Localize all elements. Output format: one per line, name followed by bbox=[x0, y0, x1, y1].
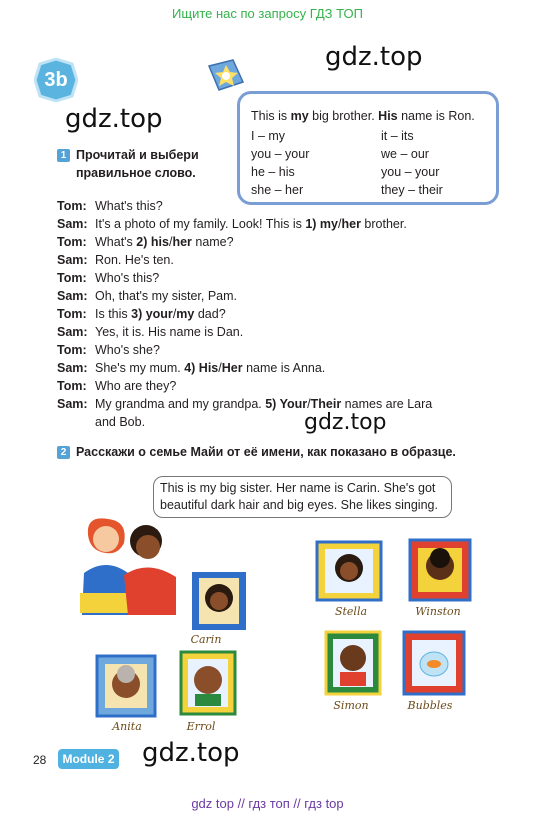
star-sticker-icon bbox=[203, 56, 249, 96]
watermark: gdz.top bbox=[325, 42, 423, 72]
speaker-label: Sam: bbox=[57, 289, 88, 303]
dialogue-line bbox=[57, 395, 432, 413]
dialogue-text: Who's she? bbox=[95, 343, 160, 357]
answer-option: Their bbox=[310, 397, 342, 411]
speaker-label: Tom: bbox=[57, 307, 87, 321]
dialogue-text: My grandma and my grandpa. bbox=[95, 397, 266, 411]
dialogue-text: She's my mum. bbox=[95, 361, 185, 375]
speaker-label: Tom: bbox=[57, 271, 87, 285]
dialogue-text: What's this? bbox=[95, 199, 163, 213]
task-number: 2 bbox=[57, 446, 70, 459]
speaker-label: Sam: bbox=[57, 361, 88, 375]
simon-caption: Simon bbox=[333, 699, 369, 712]
speaker-label: Tom: bbox=[57, 343, 87, 357]
module-badge: Module 2 bbox=[58, 749, 119, 769]
answer-option: her bbox=[341, 217, 361, 231]
grammar-right-column: it – its we – our you – your they – their bbox=[381, 129, 443, 197]
dialogue-text: names are Lara bbox=[341, 397, 433, 411]
dialogue-text: / bbox=[307, 397, 311, 411]
page-number: 28 bbox=[33, 753, 47, 767]
anita-portrait bbox=[93, 652, 161, 720]
dialogue-line bbox=[57, 215, 407, 233]
carin-portrait bbox=[186, 568, 250, 634]
watermark: gdz.top bbox=[65, 104, 163, 134]
answer-option: 1) my bbox=[305, 217, 338, 231]
answer-option: 5) Your bbox=[265, 397, 308, 411]
dialogue-line bbox=[57, 287, 237, 305]
dialogue-text: Is this bbox=[95, 307, 132, 321]
simon-portrait bbox=[322, 628, 384, 698]
dialogue-text: brother. bbox=[360, 217, 407, 231]
dialogue-text: name is Anna. bbox=[242, 361, 326, 375]
dialogue-text: Who are they? bbox=[95, 379, 177, 393]
dialogue-line bbox=[57, 377, 176, 395]
speaker-label: Tom: bbox=[57, 235, 87, 249]
answer-option: Her bbox=[221, 361, 243, 375]
stella-portrait bbox=[313, 538, 387, 604]
errol-portrait bbox=[177, 648, 239, 718]
dialogue-text: / bbox=[218, 361, 222, 375]
answer-option: 3) your bbox=[131, 307, 173, 321]
answer-option: my bbox=[176, 307, 195, 321]
dialogue-text: and Bob. bbox=[95, 415, 146, 429]
dialogue-text: Who's this? bbox=[95, 271, 160, 285]
speaker-label: Sam: bbox=[57, 253, 88, 267]
dialogue-line bbox=[57, 251, 174, 269]
grammar-heading: This is my big brother. His name is Ron. bbox=[251, 109, 475, 123]
dialogue-line bbox=[57, 359, 325, 377]
dialogue-text: name? bbox=[191, 235, 234, 249]
grammar-box bbox=[237, 91, 499, 205]
task-1-instruction: Прочитай и выбери правильное слово. bbox=[76, 148, 199, 180]
dialogue-line bbox=[57, 413, 145, 431]
dialogue-text: Ron. He's ten. bbox=[95, 253, 174, 267]
dialogue-text: Oh, that's my sister, Pam. bbox=[95, 289, 238, 303]
dialogue-text: What's bbox=[95, 235, 137, 249]
footer-links[interactable]: gdz top // гдз топ // гдз top bbox=[191, 796, 344, 811]
task-2-instruction: Расскажи о семье Майи от её имени, как показано в образце. bbox=[76, 445, 456, 459]
dialogue-line bbox=[57, 305, 226, 323]
winston-portrait bbox=[406, 536, 476, 604]
top-banner[interactable]: Ищите нас по запросу ГДЗ ТОП bbox=[172, 6, 363, 21]
dialogue-line bbox=[57, 323, 243, 341]
winston-caption: Winston bbox=[415, 605, 461, 618]
dialogue-line bbox=[57, 269, 159, 287]
girls-illustration bbox=[76, 515, 186, 620]
dialogue-text: dad? bbox=[194, 307, 226, 321]
watermark: gdz.top bbox=[142, 738, 240, 768]
anita-caption: Anita bbox=[112, 720, 142, 733]
dialogue-text: / bbox=[168, 235, 173, 249]
dialogue-text: Yes, it is. His name is Dan. bbox=[95, 325, 244, 339]
dialogue-line bbox=[57, 233, 234, 251]
answer-option: 2) his bbox=[136, 235, 169, 249]
bubbles-portrait bbox=[400, 628, 468, 698]
answer-option: 4) His bbox=[184, 361, 219, 375]
dialogue-text: It's a photo of my family. Look! This is bbox=[95, 217, 306, 231]
lesson-badge bbox=[34, 58, 78, 102]
bubbles-caption: Bubbles bbox=[407, 699, 453, 712]
speaker-label: Tom: bbox=[57, 379, 87, 393]
stella-caption: Stella bbox=[334, 605, 368, 618]
task-number: 1 bbox=[57, 149, 70, 162]
dialogue-text: / bbox=[338, 217, 342, 231]
speech-bubble: This is my big sister. Her name is Carin. She's got beautiful dark hair and big eyes. She likes singing. bbox=[153, 476, 452, 518]
dialogue-line bbox=[57, 341, 160, 359]
speaker-label: Sam: bbox=[57, 217, 88, 231]
carin-caption: Carin bbox=[190, 633, 222, 646]
dialogue-text: / bbox=[172, 307, 177, 321]
answer-option: her bbox=[172, 235, 192, 249]
errol-caption: Errol bbox=[186, 720, 216, 733]
speaker-label: Tom: bbox=[57, 199, 87, 213]
lesson-number: 3b bbox=[44, 69, 68, 91]
dialogue-line bbox=[57, 197, 163, 215]
grammar-left-column: I – my you – your he – his she – her bbox=[251, 129, 310, 197]
speaker-label: Sam: bbox=[57, 325, 88, 339]
watermark: gdz.top bbox=[304, 410, 387, 435]
speaker-label: Sam: bbox=[57, 397, 88, 411]
